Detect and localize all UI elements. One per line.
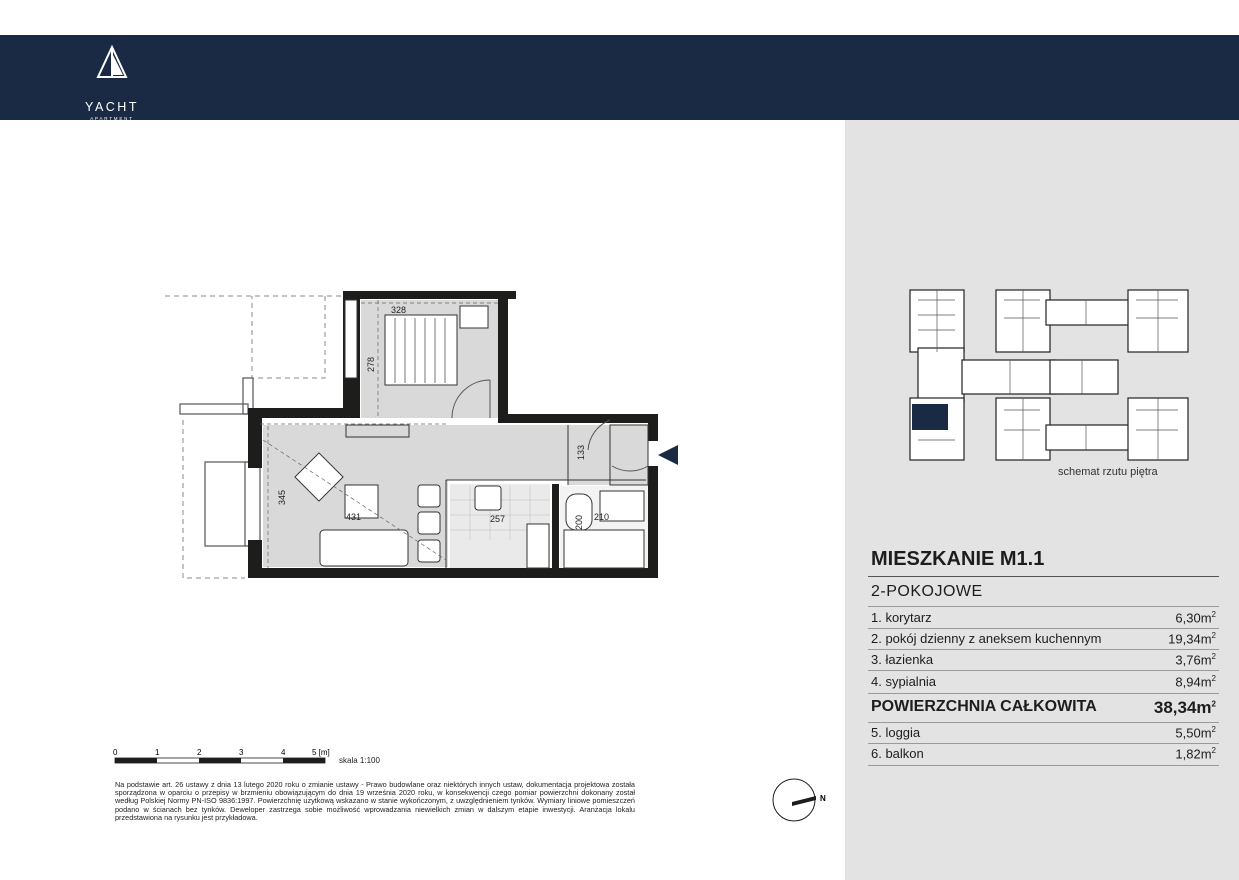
room-row xyxy=(868,671,1219,693)
logo-subtitle: APARTMENT xyxy=(90,116,134,121)
entrance-arrow-icon xyxy=(658,443,680,467)
info-panel xyxy=(845,120,1239,880)
room-label: 3. łazienka xyxy=(871,652,934,667)
compass-letter: N xyxy=(820,794,826,803)
divider xyxy=(868,693,1219,694)
sail-icon xyxy=(92,45,132,79)
scale-tick: 1 xyxy=(155,748,160,757)
scale-tick: 4 xyxy=(281,748,286,757)
scale-tick: 2 xyxy=(197,748,202,757)
scale-label: skala 1:100 xyxy=(339,756,380,765)
compass-icon xyxy=(770,776,830,826)
room-label: 4. sypialnia xyxy=(871,674,937,689)
bedroom-width: 328 xyxy=(391,305,407,315)
divider xyxy=(868,765,1219,766)
room-row xyxy=(868,649,1219,671)
apartment-title: MIESZKANIE M1.1 xyxy=(871,548,1045,570)
apartment-type: 2-POKOJOWE xyxy=(871,583,983,600)
legal-disclaimer: Na podstawie art. 26 ustawy z dnia 13 lutego 2020 roku o zmianie ustawy - Prawo budowlane oraz niektórych innych ustaw, dokumentacja projektowa została sporządzona w oparciu o przepisy w brzmieniu obowiązującym do dnia 19 września 2020 roku, w konsekwencji czego pomiar powierzchni dokonany został według Polskiej Normy PN-ISO 9836:1997. Powierzchnię użytkową wskazano w stanie wykończonym, z uwzględnieniem tynków. Wymiary liniowe pomieszczeń podano w ścianach bez tynków. Deweloper zastrzega sobie możliwość wprowadzania niewielkich zmian w dalszym etapie inwestycji. Aranżacja lokalu przedstawiona na rysunku jest przykładowa. xyxy=(115,780,635,822)
extra-label: 6. balkon xyxy=(871,746,924,761)
yacht-logo[interactable] xyxy=(72,45,152,121)
hall-dim: 133 xyxy=(576,444,586,460)
bath-width: 210 xyxy=(594,512,610,522)
extra-area: $5,50m^2$ xyxy=(1175,725,1216,741)
room-label: 2. pokój dzienny z aneksem kuchennym xyxy=(871,631,1102,646)
room-label: 1. korytarz xyxy=(871,610,932,625)
room-area: $8,94m^2$ xyxy=(1175,674,1216,690)
header-bar xyxy=(0,35,1239,120)
total-area-value: $38,34m^2$ xyxy=(1153,698,1216,717)
scale-bar xyxy=(113,746,343,768)
apartment-highlight xyxy=(912,404,948,430)
living-width: 431 xyxy=(346,512,362,522)
scale-tick: 0 xyxy=(113,748,118,757)
room-row xyxy=(868,628,1219,650)
key-plan-caption: schemat rzutu piętra xyxy=(1058,466,1158,478)
total-area-label: POWIERZCHNIA CAŁKOWITA xyxy=(871,698,1097,715)
kitchen-dim: 257 xyxy=(490,514,506,524)
floor-plan xyxy=(160,285,660,585)
extra-area: $1,82m^2$ xyxy=(1175,746,1216,762)
room-area: $6,30m^2$ xyxy=(1175,610,1216,626)
room-area: $19,34m^2$ xyxy=(1168,631,1216,647)
floor-key-plan xyxy=(900,285,1200,465)
living-depth: 345 xyxy=(277,489,287,505)
title-divider xyxy=(868,576,1219,577)
room-area: $3,76m^2$ xyxy=(1175,652,1216,668)
extra-row xyxy=(868,743,1219,765)
total-area-row xyxy=(868,695,1219,721)
bath-depth: 200 xyxy=(574,514,584,530)
bedroom-depth: 278 xyxy=(366,356,376,372)
extra-row xyxy=(868,722,1219,744)
room-row xyxy=(868,607,1219,629)
extra-label: 5. loggia xyxy=(871,725,921,740)
scale-tick: 3 xyxy=(239,748,244,757)
logo-name: YACHT xyxy=(85,100,139,114)
scale-tick: 5 [m] xyxy=(312,748,330,757)
